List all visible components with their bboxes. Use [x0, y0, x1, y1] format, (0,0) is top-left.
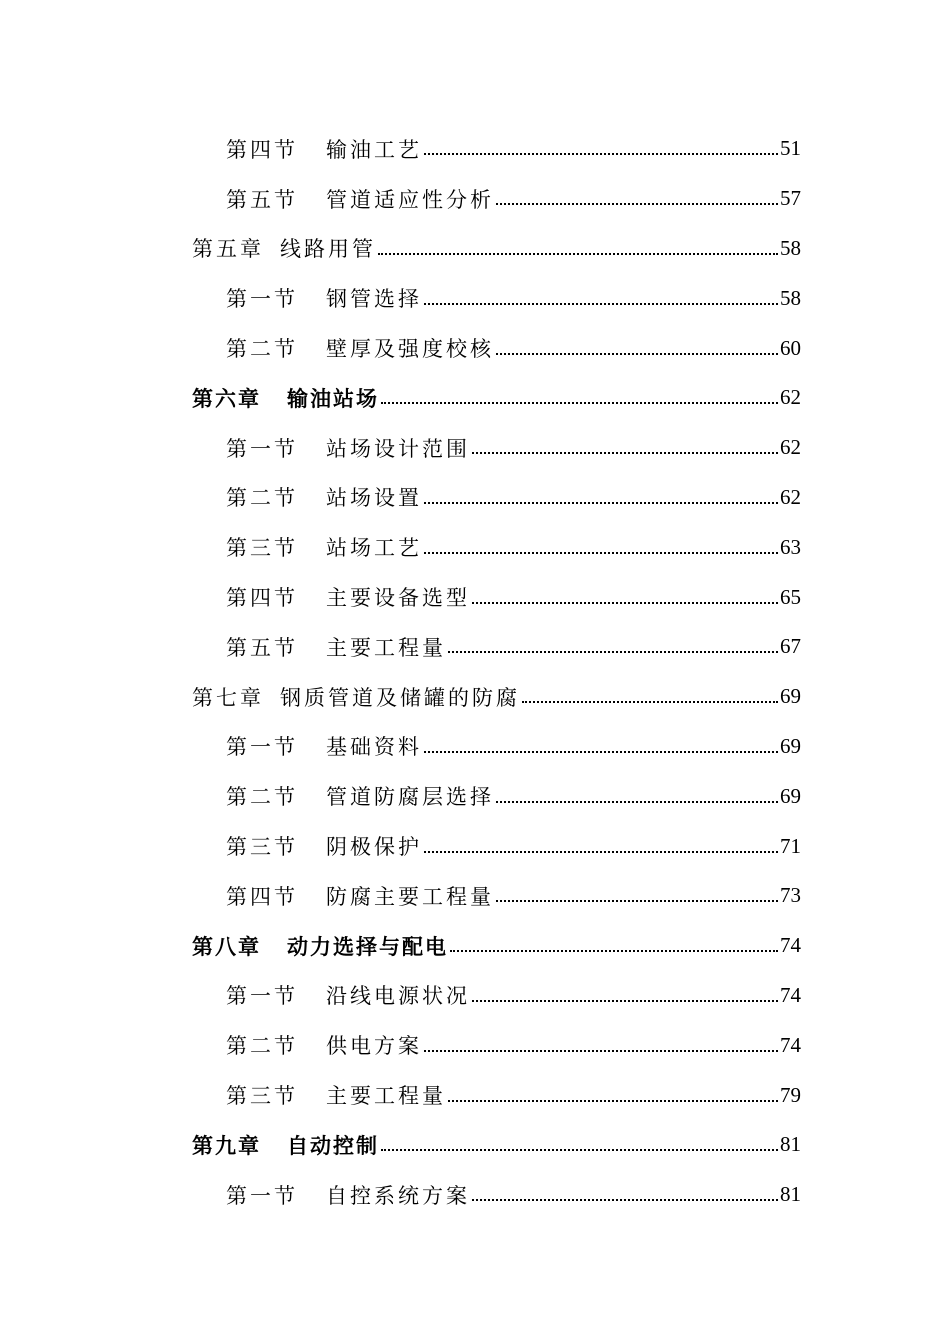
toc-entry-page: 63	[780, 534, 801, 559]
dot-leader	[472, 587, 778, 608]
toc-entry-title: 主要设备选型	[326, 586, 470, 611]
dot-leader	[424, 1035, 778, 1056]
dot-leader	[381, 387, 778, 408]
toc-entry-page: 62	[780, 435, 801, 460]
toc-entry-title: 基础资料	[326, 735, 422, 760]
toc-entry-title: 主要工程量	[326, 635, 446, 660]
toc-entry-page: 60	[780, 335, 801, 360]
dot-leader	[448, 636, 778, 657]
toc-entry[interactable]	[0, 722, 950, 772]
dot-leader	[424, 537, 778, 558]
toc-entry-page: 74	[780, 933, 801, 958]
toc-entry-number: 第二节	[226, 785, 298, 810]
dot-leader	[424, 487, 778, 508]
toc-entry[interactable]	[0, 1020, 950, 1070]
toc-entry-title: 动力选择与配电	[287, 934, 448, 959]
toc-entry-number: 第一节	[226, 287, 298, 312]
toc-entry-page: 57	[780, 186, 801, 211]
toc-entry-number: 第五章	[192, 237, 264, 262]
toc-entry-page: 69	[780, 783, 801, 808]
toc-entry-title: 输油工艺	[326, 137, 422, 162]
toc-chapter-entry[interactable]	[0, 1120, 950, 1170]
toc-entry-title: 管道适应性分析	[326, 187, 494, 212]
toc-entry-title: 钢质管道及储罐的防腐	[280, 685, 520, 710]
dot-leader	[381, 1134, 778, 1155]
toc-entry-number: 第三节	[226, 1084, 298, 1109]
dot-leader	[472, 437, 778, 458]
toc-entry-number: 第五节	[226, 187, 298, 212]
toc-entry-title: 主要工程量	[326, 1084, 446, 1109]
dot-leader	[424, 138, 778, 159]
dot-leader	[496, 338, 778, 359]
toc-entry-page: 58	[780, 285, 801, 310]
toc-entry-number: 第一节	[226, 1183, 298, 1208]
dot-leader	[450, 935, 778, 956]
toc-entry-page: 69	[780, 684, 801, 709]
toc-entry-page: 51	[780, 136, 801, 161]
toc-entry-number: 第二节	[226, 486, 298, 511]
toc-entry[interactable]	[0, 971, 950, 1021]
dot-leader	[448, 1085, 778, 1106]
toc-entry-number: 第一节	[226, 436, 298, 461]
toc-entry-page: 79	[780, 1082, 801, 1107]
dot-leader	[472, 985, 778, 1006]
toc-entry[interactable]	[0, 273, 950, 323]
toc-entry-page: 81	[780, 1182, 801, 1207]
toc-entry-number: 第四节	[226, 586, 298, 611]
dot-leader	[496, 885, 778, 906]
toc-entry[interactable]	[0, 622, 950, 672]
toc-entry[interactable]	[0, 473, 950, 523]
toc-entry-page: 62	[780, 385, 801, 410]
toc-entry[interactable]	[0, 174, 950, 224]
toc-entry-title: 沿线电源状况	[326, 984, 470, 1009]
toc-chapter-entry[interactable]	[0, 373, 950, 423]
dot-leader	[378, 238, 778, 259]
toc-entry-page: 73	[780, 883, 801, 908]
toc-entry-title: 站场设置	[326, 486, 422, 511]
toc-entry[interactable]	[0, 423, 950, 473]
toc-entry-title: 防腐主要工程量	[326, 884, 494, 909]
toc-entry-title: 壁厚及强度校核	[326, 337, 494, 362]
toc-entry-title: 供电方案	[326, 1034, 422, 1059]
toc-entry-number: 第三节	[226, 536, 298, 561]
toc-entry-number: 第八章	[192, 934, 261, 959]
toc-entry-title: 自动控制	[287, 1133, 379, 1158]
dot-leader	[424, 736, 778, 757]
toc-entry[interactable]	[0, 821, 950, 871]
toc-entry-title: 阴极保护	[326, 835, 422, 860]
toc-entry[interactable]	[0, 323, 950, 373]
toc-entry-page: 74	[780, 1032, 801, 1057]
toc-entry-number: 第九章	[192, 1133, 261, 1158]
toc-entry-page: 69	[780, 733, 801, 758]
toc-entry[interactable]	[0, 1170, 950, 1220]
toc-entry-number: 第七章	[192, 685, 264, 710]
toc-entry-number: 第五节	[226, 635, 298, 660]
toc-entry-page: 65	[780, 584, 801, 609]
toc-entry-page: 58	[780, 235, 801, 260]
toc-chapter-entry[interactable]	[0, 921, 950, 971]
toc-entry[interactable]	[0, 771, 950, 821]
toc-entry-number: 第六章	[192, 386, 261, 411]
toc-entry-number: 第二节	[226, 1034, 298, 1059]
dot-leader	[424, 288, 778, 309]
toc-entry-title: 站场工艺	[326, 536, 422, 561]
dot-leader	[522, 686, 778, 707]
toc-entry[interactable]	[0, 1070, 950, 1120]
toc-entry-number: 第四节	[226, 884, 298, 909]
toc-chapter-entry[interactable]	[0, 672, 950, 722]
toc-entry-number: 第一节	[226, 984, 298, 1009]
toc-entry-page: 74	[780, 982, 801, 1007]
toc-entry-number: 第三节	[226, 835, 298, 860]
dot-leader	[472, 1184, 778, 1205]
toc-entry-page: 62	[780, 484, 801, 509]
toc-entry[interactable]	[0, 124, 950, 174]
toc-entry-page: 81	[780, 1132, 801, 1157]
toc-entry-title: 自控系统方案	[326, 1183, 470, 1208]
toc-entry[interactable]	[0, 871, 950, 921]
toc-chapter-entry[interactable]	[0, 224, 950, 274]
toc-entry-title: 输油站场	[287, 386, 379, 411]
dot-leader	[424, 836, 778, 857]
toc-entry-title: 钢管选择	[326, 287, 422, 312]
toc-entry-number: 第四节	[226, 137, 298, 162]
toc-entry-title: 管道防腐层选择	[326, 785, 494, 810]
toc-entry-number: 第二节	[226, 337, 298, 362]
toc-entry-number: 第一节	[226, 735, 298, 760]
toc-entry-title: 站场设计范围	[326, 436, 470, 461]
toc-entry[interactable]	[0, 522, 950, 572]
dot-leader	[496, 188, 778, 209]
toc-entry-page: 71	[780, 833, 801, 858]
dot-leader	[496, 786, 778, 807]
table-of-contents	[0, 124, 950, 1220]
toc-entry-page: 67	[780, 634, 801, 659]
toc-entry[interactable]	[0, 572, 950, 622]
toc-entry-title: 线路用管	[280, 237, 376, 262]
